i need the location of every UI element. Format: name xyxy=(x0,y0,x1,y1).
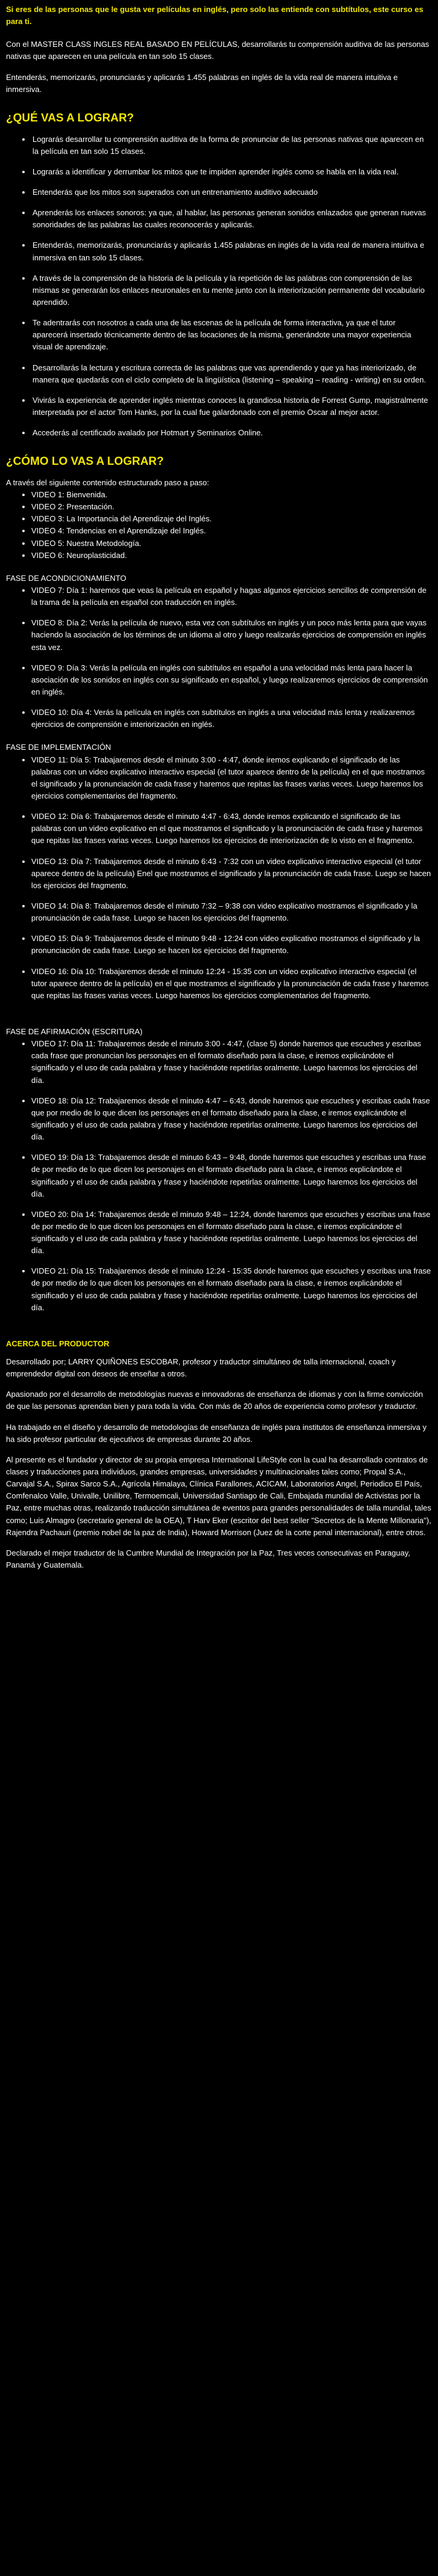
list-item: • VIDEO 4: Tendencias en el Aprendizaje del Inglés. xyxy=(31,525,432,537)
productor-paragraph: Ha trabajado en el diseño y desarrollo de metodologías de enseñanza de inglés para institutos de enseñanza inmersiva y ha sido profesor particular de ejecutivos de empresas durante 20 años. xyxy=(6,1422,427,1444)
que-vas-a-lograr-title: ¿QUÉ VAS A LOGRAR? xyxy=(6,111,134,124)
list-item: • VIDEO 11: Día 5: Trabajaremos desde el minuto 3:00 - 4:47, donde iremos explicando el significado de las palabras con un video explicativo interactivo especial (el tutor aparece dentro de la película) en el que mostramos el significado y la pronunciación de cada frase y haremos que repitas las frases varias veces. Luego haremos los ejercicios complementarios del fragmento. xyxy=(31,754,432,803)
list-item: • VIDEO 14: Día 8: Trabajaremos desde el minuto 7:32 – 9:38 con video explicativo mostramos el significado y la pronunciación de cada frase. Luego se hacen los ejercicios del fragmento. xyxy=(31,900,432,924)
phase-video-list xyxy=(6,584,432,731)
list-item: • VIDEO 17: Día 11: Trabajaremos desde el minuto 3:00 - 4:47, (clase 5) donde haremos que escuches y escribas cada frase que pronuncian los personajes en el formato diseñado para la clase, e iremos explicándote el significado y el uso de cada palabra y frase y haciéndote repetirlas oralmente. Luego haremos los ejercicios del día. xyxy=(31,1038,432,1087)
phase-video-list xyxy=(6,1038,432,1314)
list-item: • Entenderás, memorizarás, pronunciarás y aplicarás 1.455 palabras en inglés de la vida real de manera intuitiva e inmersiva en tan solo 15 clases. xyxy=(31,239,432,263)
list-item: • Lograrás a identificar y derrumbar los mitos que te impiden aprender inglés como se habla en la vida real. xyxy=(31,166,432,178)
list-item: • Entenderás que los mitos son superados con un entrenamiento auditivo adecuado xyxy=(31,186,432,198)
list-item: • VIDEO 15: Día 9: Trabajaremos desde el minuto 9:48 - 12:24 con video explicativo mostramos el significado y la pronunciación de cada frase. Luego se hacen los ejercicios del fragmento. xyxy=(31,933,432,957)
phase-title: FASE DE IMPLEMENTACIÓN xyxy=(6,743,111,752)
list-item: • A través de la comprensión de la historia de la película y la repetición de las palabras con comprensión de las mismas se generarán los enlaces neuronales en tu mente junto con la interiorización permanente del vocabulario aprendido. xyxy=(31,272,432,308)
list-item: • VIDEO 12: Día 6: Trabajaremos desde el minuto 4:47 - 6:43, donde iremos explicando el significado de las palabras con un video explicativo en el que mostramos el significado y la pronunciación de cada frase y haremos que repitas las frases varias veces. Luego haremos los ejercicios de interiorización de lo visto en el fragmento. xyxy=(31,811,432,847)
que-vas-a-lograr-list xyxy=(6,133,432,440)
list-item: • VIDEO 3: La Importancia del Aprendizaje del Inglés. xyxy=(31,513,432,525)
intro-highlight: Si eres de las personas que le gusta ver películas en inglés, pero solo las entiende con subtítulos, este curso es para ti. xyxy=(6,5,424,26)
list-item: • Desarrollarás la lectura y escritura correcta de las palabras que vas aprendiendo y que ya has interiorizado, de manera que quedarás con el ciclo completo de la lingüística (listening – speaking – reading - writing) en su orden. xyxy=(31,362,432,386)
list-item: • VIDEO 5: Nuestra Metodología. xyxy=(31,538,432,550)
list-item: • VIDEO 7: Día 1: haremos que veas la película en español y hagas algunos ejercicios sencillos de comprensión de la trama de la película en español con traducción en inglés. xyxy=(31,584,432,609)
productor-paragraph: Declarado el mejor traductor de la Cumbre Mundial de Integración por la Paz, Tres veces consecutivas en Paraguay, Panamá y Guatemala. xyxy=(6,1548,410,1570)
como-lead: A través del siguiente contenido estructurado paso a paso: xyxy=(6,477,209,487)
productor-paragraph: Al presente es el fundador y director de su propia empresa International LifeStyle con la cual ha desarrollado contratos de clases y traducciones para individuos, grandes empresas, universidades y multinacionales tales como; Propal S.A., Carvajal S.A., Spirax Sarco S.A., Agrícola Himalaya, Clínica Farallones, ACICAM, Laboratorios Angel, Periodico El País, Comfenalco Valle, Univalle, Unilibre, Termoemcali, Universidad Santiago de Cali, Embajada mundial de Activistas por la Paz, entre muchas otras, realizando traducción simultánea de eventos para grandes personalidades de talla mundial, tales como; Luis Almagro (secretario general de la OEA), T Harv Eker (escritor del best seller "Secretos de la Mente Millonaria"), Rajendra Pachauri (premio nobel de la paz de India), Howard Morrison (Juez de la corte penal internacional), entre otros. xyxy=(6,1455,431,1537)
list-item: • VIDEO 1: Bienvenida. xyxy=(31,489,432,501)
phase-implementacion xyxy=(6,741,432,1002)
list-item: • Vivirás la experiencia de aprender inglés mientras conoces la grandiosa historia de Forrest Gump, magistralmente interpretada por el actor Tom Hanks, por la cual fue galardonado con el premio Oscar al mejor actor. xyxy=(31,394,432,419)
list-item: • VIDEO 8: Día 2: Verás la película de nuevo, esta vez con subtítulos en inglés y un poco más lenta para que vayas haciendo la asociación de los términos de un idioma al otro y luego realizarás ejercicios de comprensión en inglés esta vez. xyxy=(31,617,432,653)
list-item: • VIDEO 10: Día 4: Verás la película en inglés con subtítulos en inglés a una velocidad más lenta y realizaremos ejercicios de comprensión e interiorización en inglés. xyxy=(31,707,432,731)
list-item: • Te adentrarás con nosotros a cada una de las escenas de la película de forma interactiva, ya que el tutor aparecerá insertado técnicamente dentro de las locaciones de la misma, generándote una mayor experiencia visual de aprendizaje. xyxy=(31,317,432,353)
phase-title: FASE DE ACONDICIONAMIENTO xyxy=(6,573,126,583)
list-item: • VIDEO 21: Día 15: Trabajaremos desde el minuto 12:24 - 15:35 donde haremos que escuches y escribas una frase de por medio de lo que dicen los personajes en el formato diseñado para la clase, e iremos explicándote el significado y el uso de cada palabra y frase y haciéndote repetirlas oralmente. Luego haremos los ejercicios del día. xyxy=(31,1265,432,1314)
list-item: • Accederás al certificado avalado por Hotmart y Seminarios Online. xyxy=(31,427,432,439)
list-item: • Lograrás desarrollar tu comprensión auditiva de la forma de pronunciar de las personas nativas que aparecen en la película en tan solo 15 clases. xyxy=(31,133,432,158)
list-item: • VIDEO 2: Presentación. xyxy=(31,501,432,513)
list-item: • VIDEO 6: Neuroplasticidad. xyxy=(31,550,432,562)
intro-video-list xyxy=(6,489,432,562)
phase-afirmacion xyxy=(6,1026,432,1314)
list-item: • VIDEO 18: Día 12: Trabajaremos desde el minuto 4:47 – 6:43, donde haremos que escuches y escribas cada frase que por medio de lo que dicen los personajes en el formato diseñado para la clase, e iremos explicándote el significado y el uso de cada palabra y frase y haciéndote repetirlas oralmente. Luego haremos los ejercicios del día. xyxy=(31,1095,432,1144)
list-item: • VIDEO 9: Día 3: Verás la película en inglés con subtítulos en español a una velocidad más lenta para hacer la asociación de los sonidos en inglés con su significado en español, y luego realizaremos ejercicios de comprensión en inglés. xyxy=(31,662,432,698)
intro-paragraph: Con el MASTER CLASS INGLES REAL BASADO EN PELÍCULAS, desarrollarás tu comprensión auditiva de las personas nativas que aparecen en una película en tan solo 15 clases. xyxy=(6,40,430,61)
list-item: • VIDEO 20: Día 14: Trabajaremos desde el minuto 9:48 – 12:24, donde haremos que escuches y escribas una frase de por medio de lo que dicen los personajes en el formato diseñado para la clase, e iremos explicándote el significado y el uso de cada palabra y frase y haciéndote repetirlas oralmente. Luego haremos los ejercicios del día. xyxy=(31,1209,432,1257)
list-item: • VIDEO 13: Día 7: Trabajaremos desde el minuto 6:43 - 7:32 con un video explicativo interactivo especial (el tutor aparece dentro de la película) Enel que mostramos el significado y la pronunciación de cada frase. Luego se hacen los ejercicios del fragmento. xyxy=(31,856,432,892)
list-item: • Aprenderás los enlaces sonoros: ya que, al hablar, las personas generan sonidos enlazados que generan nuevas sonoridades de las palabras las cuales reconocerás y aplicarás. xyxy=(31,207,432,231)
phase-video-list xyxy=(6,754,432,1002)
phase-acondicionamiento xyxy=(6,572,432,731)
list-item: • VIDEO 16: Día 10: Trabajaremos desde el minuto 12:24 - 15:35 con un video explicativo interactivo especial (el tutor aparece dentro de la película) en el que mostramos el significado y la pronunciación de cada frase y haremos que repitas las frases varias veces. Luego haremos los ejercicios complementarios del fragmento. xyxy=(31,966,432,1002)
productor-paragraph: Apasionado por el desarrollo de metodologías nuevas e innovadoras de enseñanza de idiomas y con la firme convicción de que las personas aprendan bien y para toda la vida. Con más de 20 años de experiencia como profesor y traductor. xyxy=(6,1390,424,1411)
phase-title: FASE DE AFIRMACIÓN (ESCRITURA) xyxy=(6,1026,143,1036)
intro-paragraph: Entenderás, memorizarás, pronunciarás y aplicarás 1.455 palabras en inglés de la vida real de manera intuitiva e inmersiva. xyxy=(6,72,398,94)
productor-title: ACERCA DEL PRODUCTOR xyxy=(6,1339,110,1348)
productor-paragraph: Desarrollado por; LARRY QUIÑONES ESCOBAR, profesor y traductor simultáneo de talla internacional, coach y emprendedor digital con deseos de enseñar a otros. xyxy=(6,1357,396,1379)
list-item: • VIDEO 19: Día 13: Trabajaremos desde el minuto 6:43 – 9:48, donde haremos que escuches y escribas una frase de por medio de lo que dicen los personajes en el formato diseñado para la clase, e iremos explicándote el significado y el uso de cada palabra y frase y haciéndote repetirlas oralmente. Luego haremos los ejercicios del día. xyxy=(31,1152,432,1200)
como-lo-vas-a-lograr-title: ¿CÓMO LO VAS A LOGRAR? xyxy=(6,455,164,468)
